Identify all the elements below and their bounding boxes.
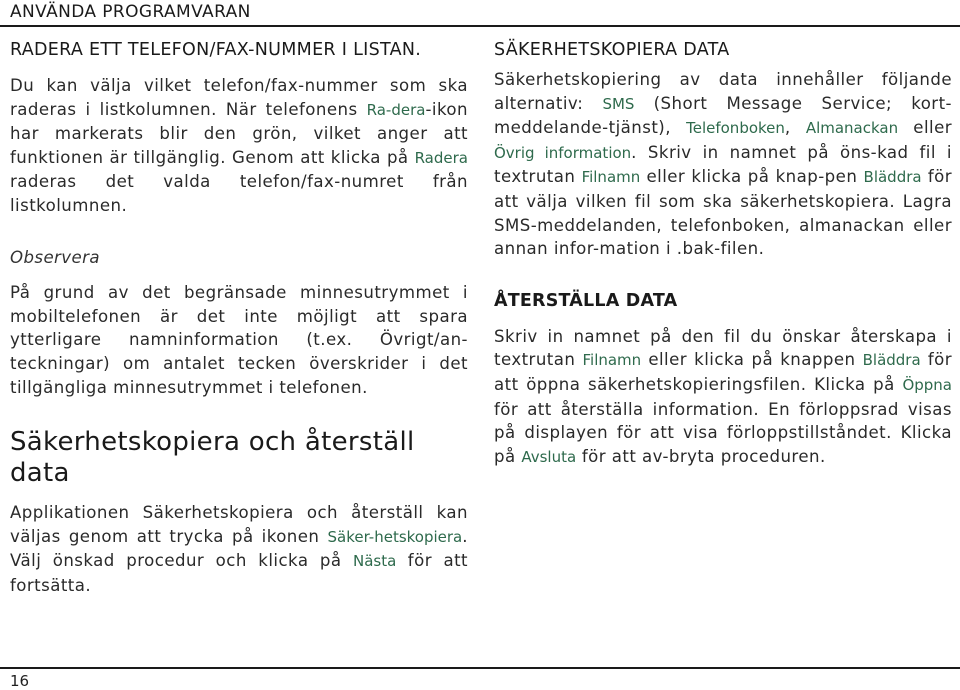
text-run: eller klicka på knap-pen [640, 167, 864, 187]
text-run: raderas det valda telefon/fax-numret från listkolumnen. [10, 172, 468, 215]
delete-heading: RADERA ETT TELEFON/FAX-NUMMER I LISTAN. [10, 40, 422, 60]
text-run: för att välja vilken fil som ska säkerhetskopiera. Lagra SMS-meddelanden, telefonboken, almanackan eller annan infor-mation i .bak-filen. [494, 167, 952, 259]
keyword-other-info: Övrig information [494, 143, 632, 162]
text-run: för att fortsätta. [10, 551, 468, 595]
keyword-phonebook: Telefonboken [686, 119, 785, 138]
right-column [494, 38, 952, 469]
text-run: (Short Message Service; kort-meddelande-tjänst), [494, 93, 952, 138]
backup-intro-paragraph [10, 501, 468, 597]
text-run: eller [898, 118, 953, 138]
text-run: för att av-bryta proceduren. [576, 446, 826, 466]
section-title: Säkerhetskopiera och återställ data [10, 427, 415, 489]
text-run: -ikon har markerats blir den grön, vilket anger att funktionen är tillgänglig. Genom att klicka på [10, 99, 468, 167]
keyword-calendar: Almanackan [805, 119, 899, 138]
delete-paragraph [10, 74, 468, 218]
keyword-backup-icon: Säker-hetskopiera [327, 527, 463, 546]
text-run: för att öppna säkerhetskopieringsfilen. Klicka på [494, 350, 952, 394]
header-rule [0, 25, 960, 27]
text-run: Skriv in namnet på den fil du önskar återskapa i textrutan [494, 326, 952, 370]
keyword-filename: Filnamn [582, 351, 642, 370]
text-run: Applikationen Säkerhetskopiera och återställ kan väljas genom att trycka på ikonen [10, 503, 468, 546]
text-run: . Välj önskad procedur och klicka på [10, 526, 468, 571]
running-header: ANVÄNDA PROGRAMVARAN [10, 2, 251, 22]
text-run: Säkerhetskopiering av data innehåller följande alternativ: [494, 70, 952, 113]
left-column [10, 38, 468, 598]
restore-paragraph [494, 325, 952, 470]
text-run: Du kan välja vilket telefon/fax-nummer som ska raderas i listkolumnen. När telefonens [10, 76, 468, 119]
keyword-radera: Ra-dera [366, 100, 426, 119]
note-label: Observera [10, 247, 100, 267]
backup-heading: SÄKERHETSKOPIERA DATA [494, 40, 730, 60]
keyword-open: Öppna [902, 375, 952, 394]
keyword-sms: SMS [602, 94, 635, 113]
note-paragraph: På grund av det begränsade minnesutrymmet i mobiltelefonen är det inte möjligt att spara ytterligare namninformation (t.ex. Övrigt/an-teckningar) om antalet tecken överskrider i det tillgängliga minnesutrymmet i telefonen. [10, 283, 468, 397]
text-run: för att återställa information. En förloppsrad visas på displayen för att visa förloppstillståndet. Klicka på [494, 399, 952, 466]
text-run: , [784, 118, 806, 138]
keyword-cancel: Avsluta [521, 447, 577, 466]
keyword-browse: Bläddra [862, 351, 921, 370]
keyword-next: Nästa [353, 552, 397, 571]
footer-rule [0, 667, 960, 669]
text-run: eller klicka på knappen [641, 350, 863, 370]
text-run: . Skriv in namnet på öns-kad fil i textrutan [494, 142, 952, 187]
keyword-filename: Filnamn [581, 168, 641, 187]
keyword-browse: Bläddra [863, 168, 922, 187]
restore-heading: ÅTERSTÄLLA DATA [494, 290, 678, 311]
page-number: 16 [10, 672, 30, 690]
backup-paragraph [494, 68, 952, 261]
keyword-radera: Radera [414, 148, 468, 167]
